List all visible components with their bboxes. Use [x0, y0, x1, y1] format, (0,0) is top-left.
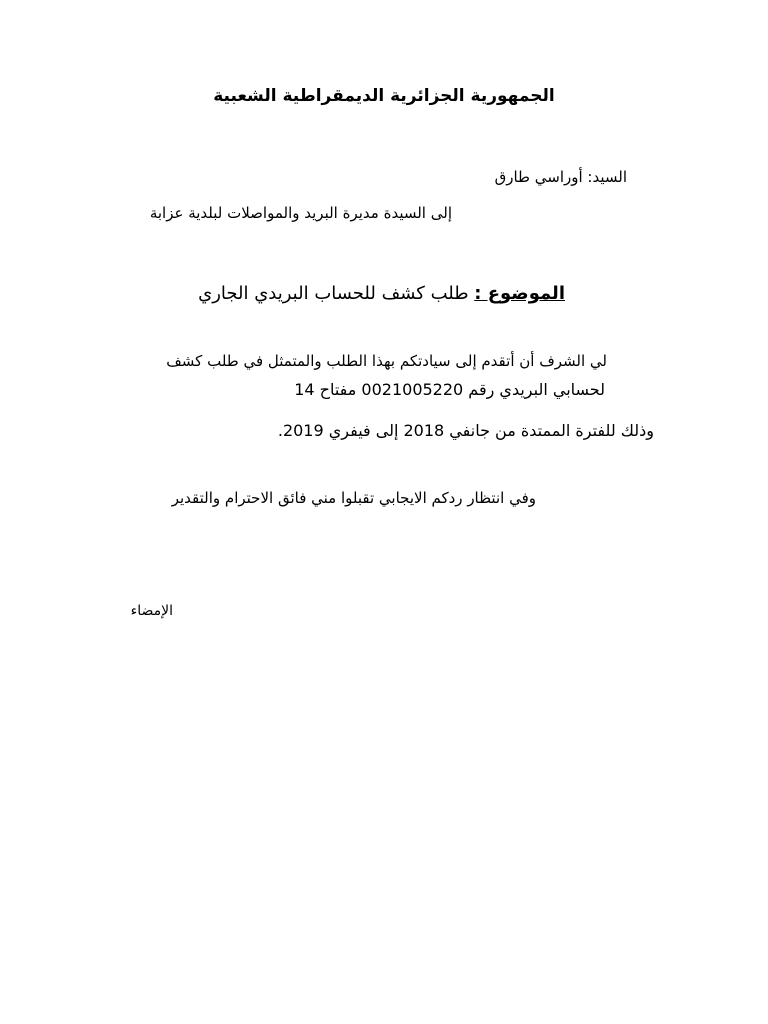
body-line-1: لي الشرف أن أتقدم إلى سيادتكم بهذا الطلب والمتمثل في طلب كشف	[166, 352, 607, 370]
signature-label: الإمضاء	[130, 603, 173, 619]
subject-line	[198, 283, 565, 304]
body-line-3: وذلك للفترة الممتدة من جانفي 2018 إلى فيفري 2019.	[277, 421, 654, 440]
document-title: الجمهورية الجزائرية الديمقراطية الشعبية	[213, 86, 555, 106]
recipient-line: إلى السيدة مديرة البريد والمواصلات لبلدية عزابة	[149, 204, 452, 222]
subject-label: الموضوع :	[474, 283, 565, 304]
subject-text: طلب كشف للحساب البريدي الجاري	[198, 283, 469, 304]
body-line-2: لحسابي البريدي رقم 0021005220 مفتاح 14	[294, 380, 605, 399]
sender-line: السيد: أوراسي طارق	[494, 168, 627, 186]
closing-line: وفي انتظار ردكم الايجابي تقبلوا مني فائق الاحترام والتقدير	[171, 489, 536, 507]
